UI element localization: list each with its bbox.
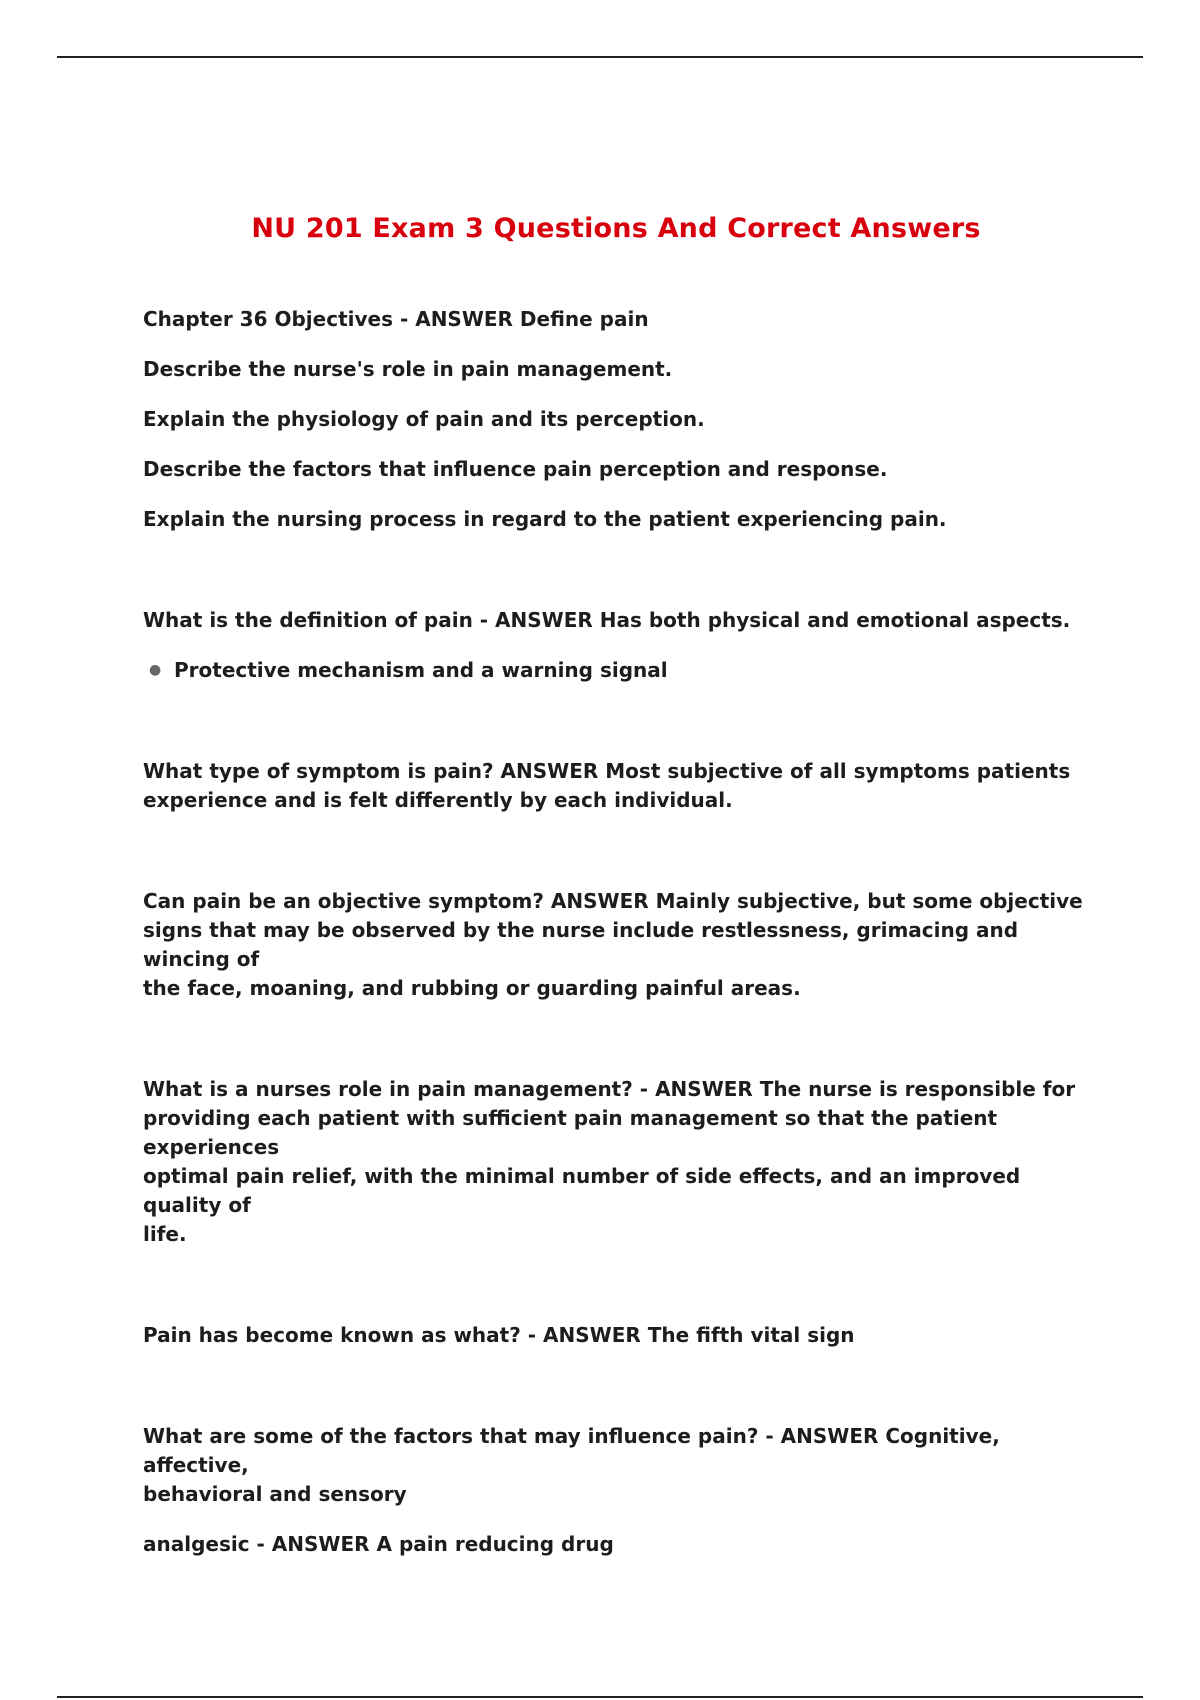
top-rule [57,56,1143,58]
qa-fifth-vital-sign: Pain has become known as what? - ANSWER The fifth vital sign [143,1323,855,1347]
qa-nurse-role-line: optimal pain relief, with the minimal number of side effects, and an improved quality of [143,1164,1021,1217]
document-body [143,305,1093,1559]
qa-definition-of-pain: What is the definition of pain - ANSWER Has both physical and emotional aspects. [143,608,1071,632]
qa-nurse-role-line: providing each patient with sufficient pain management so that the patient experiences [143,1106,998,1159]
qa-analgesic: analgesic - ANSWER A pain reducing drug [143,1532,614,1556]
qa-nurse-role-line: What is a nurses role in pain management? - ANSWER The nurse is responsible for [143,1077,1076,1101]
qa-objective-symptom-line: the face, moaning, and rubbing or guarding painful areas. [143,976,801,1000]
bullet-icon: ● [149,662,162,678]
qa-symptom-type-line: What type of symptom is pain? ANSWER Most subjective of all symptoms patients [143,759,1071,783]
objectives-heading: Chapter 36 Objectives - ANSWER Define pain [143,307,649,331]
objective-item: Describe the nurse's role in pain management. [143,357,673,381]
qa-objective-symptom-line: Can pain be an objective symptom? ANSWER Mainly subjective, but some objective [143,889,1083,913]
objective-item: Describe the factors that influence pain perception and response. [143,457,888,481]
qa-nurse-role-line: life. [143,1222,187,1246]
qa-influence-factors-line: behavioral and sensory [143,1482,407,1506]
document-title: NU 201 Exam 3 Questions And Correct Answers [251,213,981,245]
bottom-rule [57,1696,1143,1698]
qa-influence-factors-line: What are some of the factors that may influence pain? - ANSWER Cognitive, affective, [143,1424,1000,1477]
bullet-text: Protective mechanism and a warning signal [174,658,668,682]
objective-item: Explain the physiology of pain and its perception. [143,407,705,431]
objective-item: Explain the nursing process in regard to the patient experiencing pain. [143,507,947,531]
qa-objective-symptom-line: signs that may be observed by the nurse include restlessness, grimacing and wincing of [143,918,1019,971]
qa-symptom-type-line: experience and is felt differently by each individual. [143,788,733,812]
bullet-item [143,656,1093,685]
